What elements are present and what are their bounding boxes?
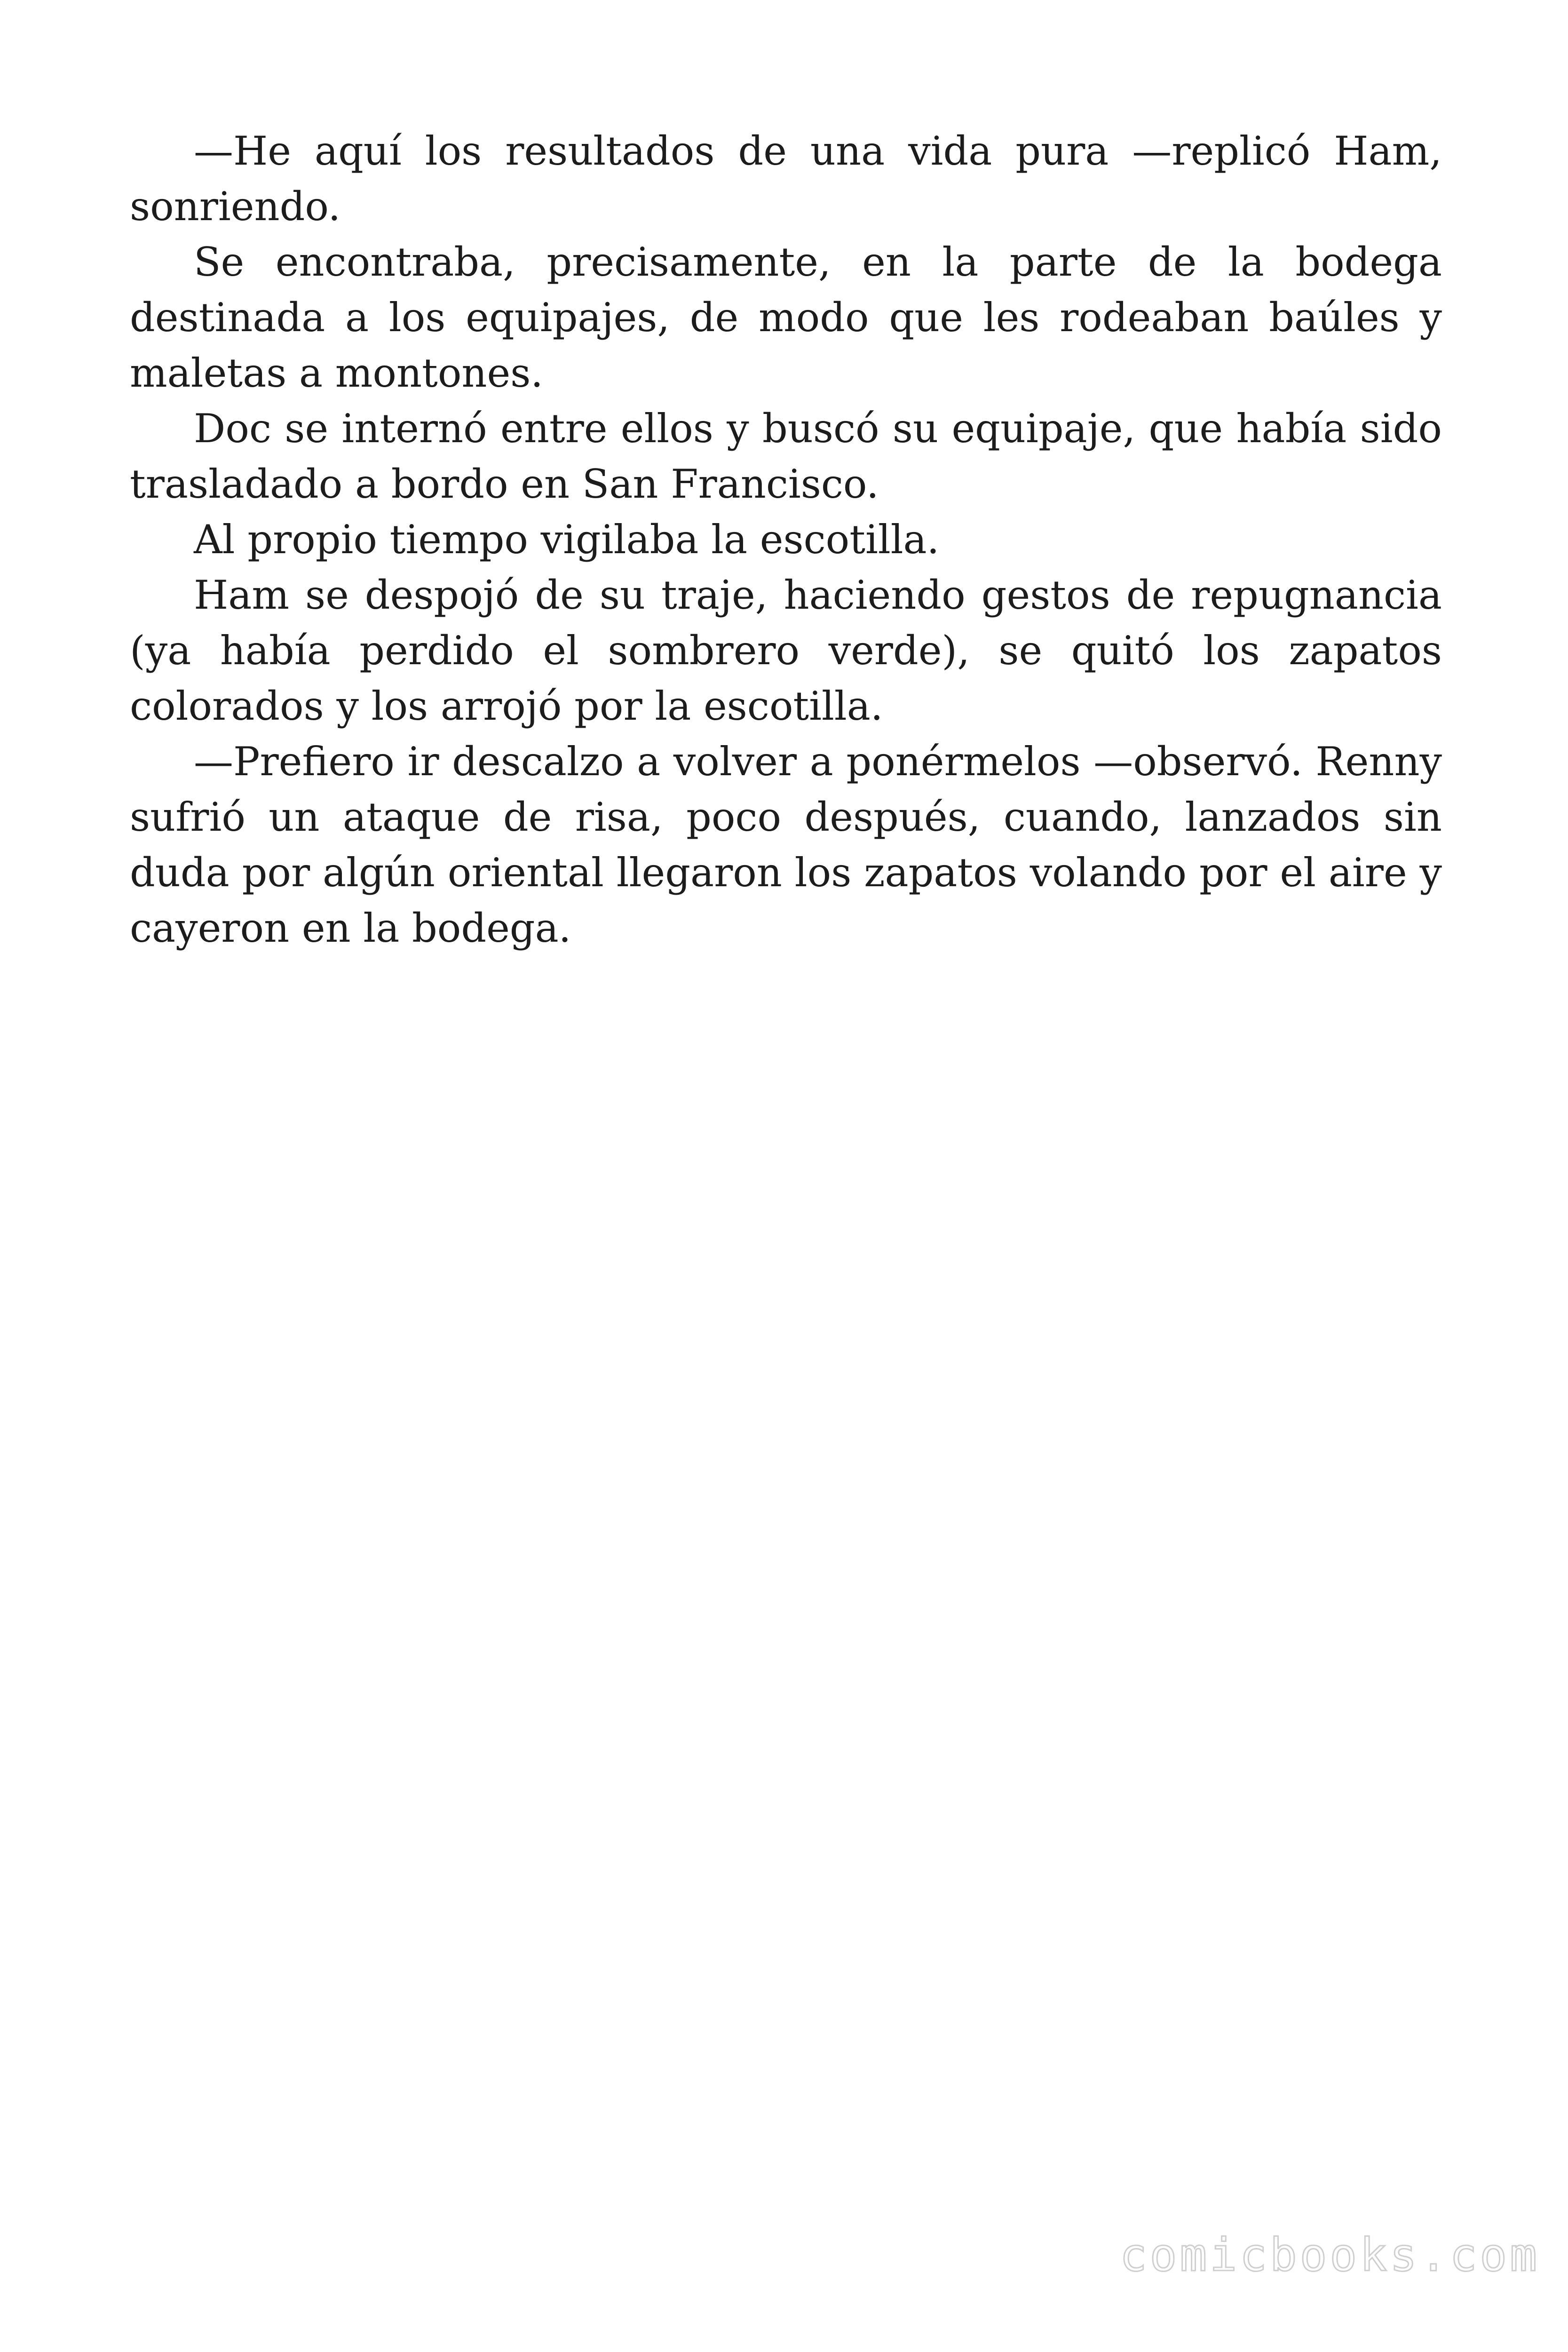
paragraph-6: —Prefiero ir descalzo a volver a ponérmelos —observó. Renny sufrió un ataque de risa, poco después, cuando, lanzados sin duda por algún oriental llegaron los zapatos volando por el aire y cayeron en la bodega.	[130, 739, 1442, 951]
paragraph-3: Doc se internó entre ellos y buscó su equipaje, que había sido trasladado a bordo en San Francisco.	[130, 405, 1442, 507]
paragraph-4: Al propio tiempo vigilaba la escotilla.	[194, 516, 940, 563]
body-text	[130, 123, 1442, 956]
paragraph-1: —He aquí los resultados de una vida pura —replicó Ham, sonriendo.	[130, 128, 1442, 230]
watermark: comicbooks.com	[1119, 2229, 1540, 2281]
paragraph-5: Ham se despojó de su traje, haciendo gestos de repugnancia (ya había perdido el sombrero verde), se quitó los zapatos colorados y los arrojó por la escotilla.	[130, 572, 1442, 729]
paragraph-2: Se encontraba, precisamente, en la parte de la bodega destinada a los equipajes, de modo que les rodeaban baúles y maletas a montones.	[130, 239, 1442, 396]
